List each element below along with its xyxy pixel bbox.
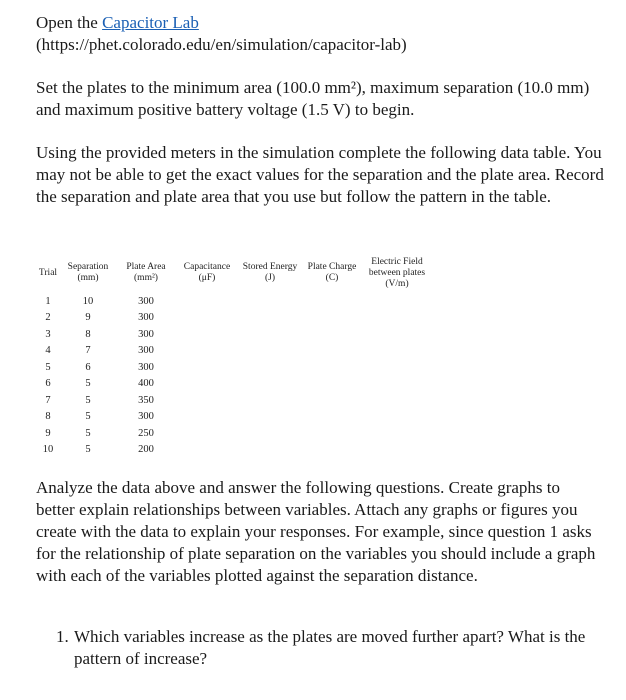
cell-plate-charge <box>302 326 362 343</box>
cell-capacitance <box>176 376 238 393</box>
table-row <box>36 442 432 459</box>
cell-plate-area: 400 <box>138 378 154 390</box>
cell-electric-field <box>362 343 432 360</box>
cell-stored-energy <box>238 359 302 376</box>
instructions-paragraph: Using the provided meters in the simulation complete the following data table. You may not be able to get the exact values for the separation and the plate area. Record the separation and plate area that you use but follow the pattern in the table. <box>36 143 604 206</box>
table-row <box>36 310 432 327</box>
cell-capacitance <box>176 425 238 442</box>
cell-electric-field <box>362 293 432 310</box>
header-plate-charge: Plate Charge (C) <box>307 262 357 283</box>
table-row <box>36 392 432 409</box>
cell-trial: 10 <box>42 444 54 456</box>
cell-stored-energy <box>238 409 302 426</box>
cell-electric-field <box>362 392 432 409</box>
header-stored-energy: Stored Energy (J) <box>242 262 298 283</box>
table-header-row <box>36 253 432 293</box>
cell-stored-energy <box>238 442 302 459</box>
header-capacitance: Capacitance (μF) <box>183 262 231 283</box>
cell-capacitance <box>176 409 238 426</box>
cell-trial: 8 <box>45 411 51 423</box>
cell-separation: 5 <box>85 394 91 406</box>
cell-trial: 7 <box>45 394 51 406</box>
simulation-url: (https://phet.colorado.edu/en/simulation/capacitor-lab) <box>36 35 407 54</box>
cell-trial: 3 <box>45 328 51 340</box>
cell-electric-field <box>362 310 432 327</box>
cell-separation: 5 <box>85 411 91 423</box>
cell-plate-area: 300 <box>138 312 154 324</box>
table-body <box>36 293 432 458</box>
table-row <box>36 409 432 426</box>
cell-plate-area: 300 <box>138 328 154 340</box>
question-1-text: Which variables increase as the plates are moved further apart? What is the pattern of increase? <box>74 627 586 668</box>
cell-stored-energy <box>238 310 302 327</box>
cell-capacitance <box>176 326 238 343</box>
cell-electric-field <box>362 425 432 442</box>
cell-trial: 1 <box>45 295 51 307</box>
cell-trial: 2 <box>45 312 51 324</box>
table-row <box>36 376 432 393</box>
capacitor-lab-link[interactable]: Capacitor Lab <box>102 13 199 32</box>
cell-stored-energy <box>238 326 302 343</box>
analyze-paragraph: Analyze the data above and answer the following questions. Create graphs to better explain relationships between variables. Attach any graphs or figures you create with the data to explain your responses. For example, since question 1 asks for the relationship of plate separation on the variables you should include a graph with each of the variables plotted against the separation distance. <box>36 478 596 585</box>
cell-stored-energy <box>238 425 302 442</box>
setup-paragraph: Set the plates to the minimum area (100.0 mm²), maximum separation (10.0 mm) and maximum positive battery voltage (1.5 V) to begin. <box>36 78 590 119</box>
cell-separation: 10 <box>82 295 94 307</box>
header-separation: Separation (mm) <box>67 262 109 283</box>
cell-separation: 5 <box>85 378 91 390</box>
cell-trial: 6 <box>45 378 51 390</box>
table-row <box>36 326 432 343</box>
cell-plate-charge <box>302 359 362 376</box>
header-trial: Trial <box>38 267 58 278</box>
cell-capacitance <box>176 392 238 409</box>
header-plate-area: Plate Area (mm²) <box>126 262 166 283</box>
cell-plate-area: 300 <box>138 361 154 373</box>
cell-electric-field <box>362 409 432 426</box>
document-body <box>36 12 606 208</box>
data-table <box>36 253 432 458</box>
cell-separation: 8 <box>85 328 91 340</box>
cell-capacitance <box>176 442 238 459</box>
cell-trial: 5 <box>45 361 51 373</box>
cell-stored-energy <box>238 293 302 310</box>
cell-stored-energy <box>238 376 302 393</box>
cell-separation: 5 <box>85 427 91 439</box>
cell-stored-energy <box>238 392 302 409</box>
cell-plate-area: 300 <box>138 411 154 423</box>
table-row <box>36 293 432 310</box>
question-1-number: 1. <box>56 627 69 646</box>
cell-plate-charge <box>302 392 362 409</box>
cell-separation: 6 <box>85 361 91 373</box>
table-row <box>36 359 432 376</box>
cell-separation: 7 <box>85 345 91 357</box>
header-electric-field: Electric Field between plates (V/m) <box>368 256 426 289</box>
cell-electric-field <box>362 326 432 343</box>
cell-plate-area: 350 <box>138 394 154 406</box>
cell-capacitance <box>176 343 238 360</box>
cell-trial: 4 <box>45 345 51 357</box>
cell-plate-charge <box>302 293 362 310</box>
cell-plate-charge <box>302 376 362 393</box>
cell-plate-area: 200 <box>138 444 154 456</box>
cell-plate-charge <box>302 310 362 327</box>
cell-plate-charge <box>302 425 362 442</box>
cell-plate-area: 300 <box>138 295 154 307</box>
cell-plate-charge <box>302 409 362 426</box>
cell-capacitance <box>176 310 238 327</box>
table-row <box>36 425 432 442</box>
intro-prefix: Open the <box>36 13 103 32</box>
cell-separation: 5 <box>85 444 91 456</box>
cell-capacitance <box>176 359 238 376</box>
cell-electric-field <box>362 359 432 376</box>
cell-plate-area: 250 <box>138 427 154 439</box>
cell-plate-charge <box>302 343 362 360</box>
cell-trial: 9 <box>45 427 51 439</box>
cell-capacitance <box>176 293 238 310</box>
intro-line <box>36 12 606 34</box>
cell-electric-field <box>362 442 432 459</box>
cell-separation: 9 <box>85 312 91 324</box>
table-row <box>36 343 432 360</box>
question-1 <box>56 626 596 670</box>
cell-stored-energy <box>238 343 302 360</box>
cell-plate-area: 300 <box>138 345 154 357</box>
cell-plate-charge <box>302 442 362 459</box>
cell-electric-field <box>362 376 432 393</box>
